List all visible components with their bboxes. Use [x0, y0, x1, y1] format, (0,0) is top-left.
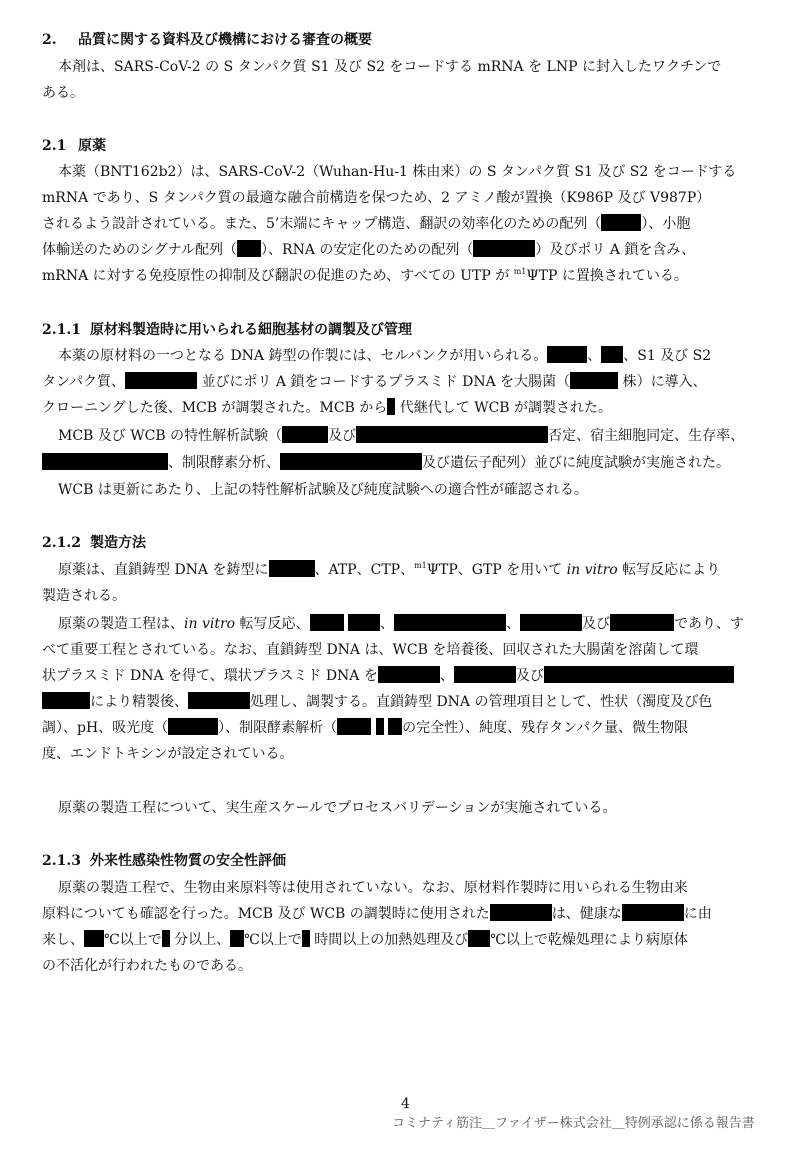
redaction-bar — [468, 930, 490, 947]
text: MCB 及び WCB の特性解析試験（ — [58, 428, 283, 444]
body-text — [42, 453, 730, 473]
redaction-bar — [42, 453, 168, 470]
text: クローニングした後、MCB が調製された。MCB から — [42, 400, 388, 416]
text: 株）に導入、 — [618, 374, 707, 390]
text: に由 — [683, 906, 712, 922]
text: タンパク質、 — [42, 374, 126, 390]
text: 、ATP、CTP、 — [314, 562, 415, 578]
text: 及び — [515, 668, 544, 684]
text: 転写反応により — [617, 562, 721, 578]
body-text — [42, 398, 612, 418]
redaction-bar — [42, 692, 90, 709]
redaction-bar — [490, 904, 552, 921]
section-title: 外来性感染性物質の安全性評価 — [90, 853, 286, 869]
body-text — [42, 214, 690, 234]
redaction-bar — [356, 426, 548, 443]
section-number: 2.1 — [42, 138, 67, 154]
text: 及び — [581, 616, 610, 632]
body-text — [58, 426, 744, 446]
body-text — [42, 904, 712, 924]
superscript: m1 — [513, 267, 527, 276]
redaction-bar — [302, 930, 310, 947]
section-title: 品質に関する資料及び機構における審査の概要 — [78, 32, 372, 48]
text: 転写反応、 — [235, 616, 310, 632]
text: ℃以上で — [104, 932, 162, 948]
text: 処理し、調製する。直鎖鋳型 DNA の管理項目として、性状（濁度及び色 — [250, 694, 713, 710]
section-2-heading — [42, 30, 372, 50]
body-text — [42, 718, 688, 738]
redaction-bar — [310, 614, 344, 631]
text: 体輸送のためのシグナル配列（ — [42, 242, 238, 258]
text: 及び — [328, 428, 357, 444]
redaction-bar — [544, 666, 734, 683]
body-text — [42, 240, 695, 260]
text: 時間以上の加熱処理及び — [309, 932, 469, 948]
text: ）、制限酵素解析（ — [218, 720, 338, 736]
text: ΨTP、GTP を用いて — [426, 562, 567, 578]
section-number: 2.1.2 — [42, 535, 81, 551]
section-title: 製造方法 — [90, 535, 146, 551]
text: ℃以上で — [244, 932, 302, 948]
body-text: 本薬（BNT162b2）は、SARS-CoV-2（Wuhan-Hu-1 株由来）の S タンパク質 S1 及び S2 をコードする — [58, 164, 737, 180]
body-text: の不活化が行われたものである。 — [42, 958, 252, 974]
redaction-bar — [570, 372, 618, 389]
body-text: mRNA であり、S タンパク質の最適な融合前構造を保つため、2 アミノ酸が置換（K986P 及び V987P） — [42, 190, 711, 206]
text: であり、す — [673, 616, 744, 632]
text: 本薬の原材料の一つとなる DNA 鋳型の作製には、セルバンクが用いられる。 — [58, 348, 548, 364]
text: ）及びポリ A 鎖を含み、 — [535, 242, 696, 258]
body-text — [42, 930, 688, 950]
section-2-1-2-heading — [42, 533, 146, 553]
body-text: 度、エンドトキシンが設定されている。 — [42, 746, 294, 762]
section-2-1-1-heading — [42, 320, 412, 340]
redaction-bar — [280, 453, 422, 470]
redaction-bar — [188, 692, 250, 709]
text: されるよう設計されている。また、5’末端にキャップ構造、翻訳の効率化のための配列（ — [42, 216, 602, 232]
body-text — [58, 560, 720, 580]
section-2-1-heading — [42, 136, 106, 156]
redaction-bar — [125, 372, 197, 389]
redaction-bar — [337, 718, 371, 735]
text: 分以上、 — [169, 932, 231, 948]
body-text: ある。 — [42, 85, 84, 101]
body-text — [42, 692, 712, 712]
text: 状プラスミド DNA を得て、環状プラスミド DNA を — [42, 668, 378, 684]
redaction-bar — [230, 930, 244, 947]
text: 、 — [439, 668, 454, 684]
text: の完全性）、純度、残存タンパク量、微生物限 — [402, 720, 689, 736]
redaction-bar — [162, 930, 170, 947]
text: 及び遺伝子配列）並びに純度試験が実施された。 — [422, 455, 730, 471]
text: 原料についても確認を行った。MCB 及び WCB の調製時に使用された — [42, 906, 490, 922]
section-2-1-3-heading — [42, 851, 286, 871]
body-text: 本剤は、SARS-CoV-2 の S タンパク質 S1 及び S2 をコードする mRNA を LNP に封入したワクチンで — [58, 59, 722, 75]
text: ℃以上で乾燥処理により病原体 — [490, 932, 688, 948]
italic-text: in vitro — [566, 562, 618, 578]
text: ）、小胞 — [641, 216, 691, 232]
redaction-bar — [601, 346, 623, 363]
superscript: m1 — [414, 561, 427, 570]
section-title: 原薬 — [78, 138, 106, 154]
redaction-bar — [520, 614, 582, 631]
section-number: 2. — [42, 32, 57, 48]
text: 、 — [505, 616, 520, 632]
body-text — [58, 346, 711, 366]
text: 来し、 — [42, 932, 84, 948]
text: ΨTP に置換されている。 — [526, 268, 688, 284]
redaction-bar — [84, 930, 104, 947]
redaction-bar — [547, 346, 587, 363]
redaction-bar — [394, 614, 506, 631]
redaction-bar — [376, 718, 384, 735]
page-number: 4 — [401, 1096, 410, 1112]
document-footer: コミナティ筋注＿ファイザー株式会社＿特例承認に係る報告書 — [392, 1116, 755, 1131]
redaction-bar — [473, 240, 535, 257]
body-text: 原薬の製造工程で、生物由来原料等は使用されていない。なお、原材料作製時に用いられる生物由来 — [58, 880, 688, 896]
redaction-bar — [610, 614, 674, 631]
text: 原薬は、直鎖鋳型 DNA を鋳型に — [58, 562, 269, 578]
body-text — [42, 372, 707, 392]
body-text: WCB は更新にあたり、上記の特性解析試験及び純度試験への適合性が確認される。 — [58, 482, 588, 498]
redaction-bar — [168, 718, 218, 735]
text: 代継代して WCB が調製された。 — [395, 400, 613, 416]
text: mRNA に対する免疫原性の抑制及び翻訳の促進のため、すべての UTP が — [42, 268, 514, 284]
section-number: 2.1.3 — [42, 853, 81, 869]
text: 原薬の製造工程は、 — [58, 616, 184, 632]
text: 、S1 及び S2 — [623, 348, 712, 364]
section-title: 原材料製造時に用いられる細胞基材の調製及び管理 — [90, 322, 412, 338]
redaction-bar — [388, 718, 402, 735]
text: は、健康な — [551, 906, 622, 922]
italic-text: in vitro — [184, 616, 236, 632]
text: 、制限酵素分析、 — [168, 455, 280, 471]
redaction-bar — [237, 240, 261, 257]
text: 並びにポリ A 鎖をコードするプラスミド DNA を大腸菌（ — [197, 374, 571, 390]
body-text: べて重要工程とされている。なお、直鎖鋳型 DNA は、WCB を培養後、回収された大腸菌を溶菌して環 — [42, 642, 699, 658]
text: 調）、pH、吸光度（ — [42, 720, 169, 736]
body-text — [58, 614, 744, 634]
redaction-bar — [282, 426, 328, 443]
redaction-bar — [622, 904, 684, 921]
text: ）、RNA の安定化のための配列（ — [261, 242, 474, 258]
redaction-bar — [269, 560, 315, 577]
text: により精製後、 — [90, 694, 188, 710]
redaction-bar — [348, 614, 380, 631]
body-text: 原薬の製造工程について、実生産スケールでプロセスバリデーションが実施されている。 — [58, 800, 617, 816]
redaction-bar — [454, 666, 516, 683]
redaction-bar — [378, 666, 440, 683]
text: 否定、宿主細胞同定、生存率、 — [548, 428, 745, 444]
redaction-bar — [601, 214, 641, 231]
section-number: 2.1.1 — [42, 322, 81, 338]
body-text: 製造される。 — [42, 588, 126, 604]
text: 、 — [379, 616, 394, 632]
text: 、 — [587, 348, 602, 364]
body-text — [42, 266, 688, 286]
body-text — [42, 666, 734, 686]
